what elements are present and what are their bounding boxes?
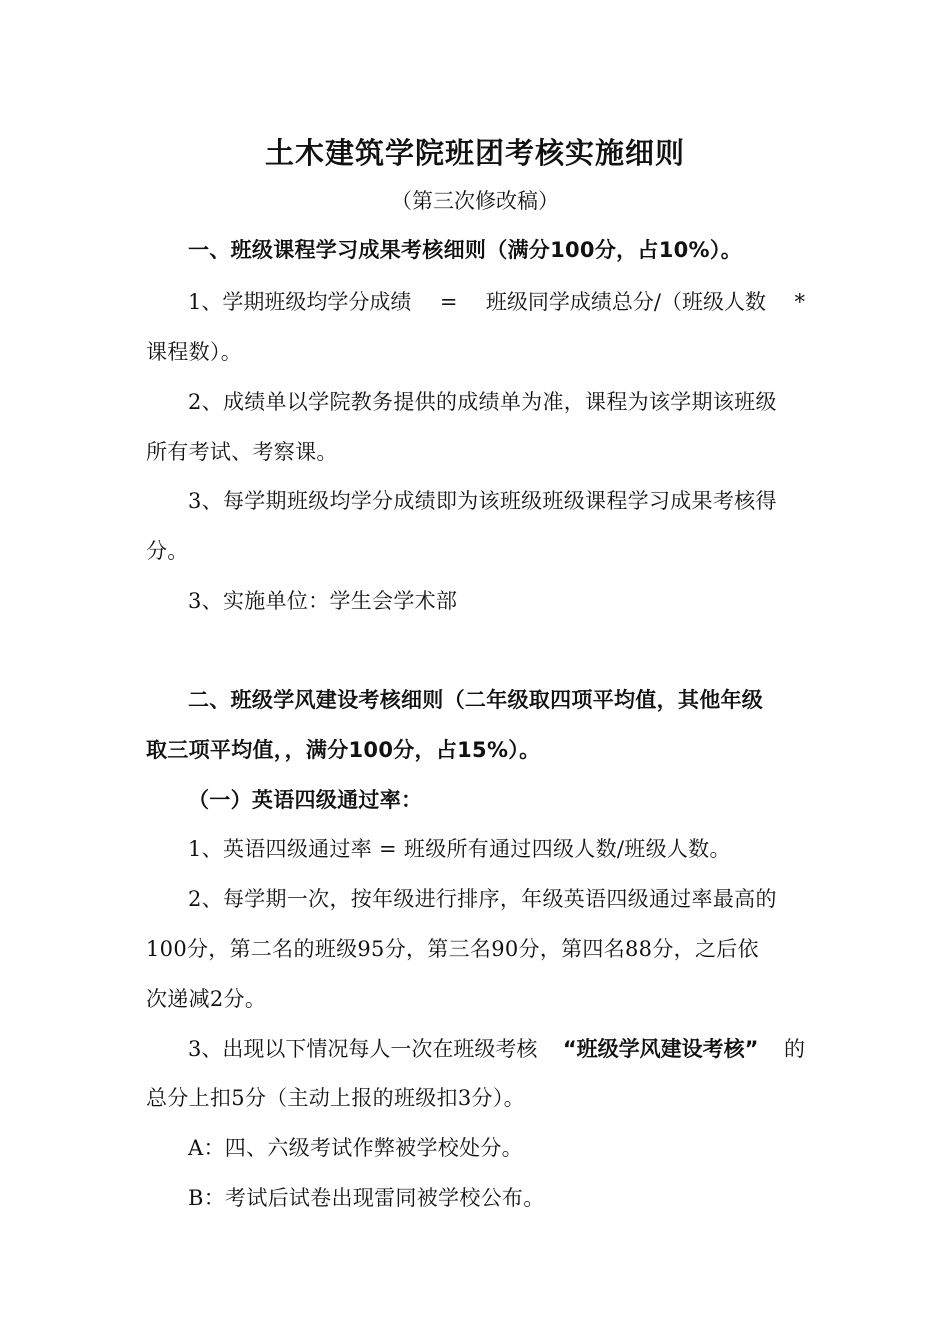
section1-item2-line1: 2、成绩单以学院教务提供的成绩单为准，课程为该学期该班级 bbox=[188, 390, 777, 414]
section2-heading-line1: 二、班级学风建设考核细则（二年级取四项平均值，其他年级 bbox=[188, 688, 764, 712]
section2-item3-part-b: “班级学风建设考核” bbox=[562, 1037, 759, 1061]
section1-item3-line1: 3、每学期班级均学分成绩即为该班级班级课程学习成果考核得 bbox=[188, 489, 777, 513]
section1-item2-line2: 所有考试、考察课。 bbox=[146, 440, 338, 464]
section1-item1-part-d: * bbox=[794, 290, 805, 314]
section2-item3-part-c: 的 bbox=[784, 1037, 805, 1061]
section2-item3-line2: 总分上扣5分（主动上报的班级扣3分）。 bbox=[146, 1086, 525, 1110]
section2-item-b: B：考试后试卷出现雷同被学校公布。 bbox=[188, 1186, 545, 1210]
section2-item3-part-a: 3、出现以下情况每人一次在班级考核 bbox=[188, 1037, 538, 1061]
section1-item1-line2: 课程数）。 bbox=[146, 340, 242, 364]
section2-item2-line1: 2、每学期一次，按年级进行排序，年级英语四级通过率最高的 bbox=[188, 887, 777, 911]
section2-subheading-1: （一）英语四级通过率： bbox=[188, 788, 423, 812]
section1-item3-line2: 分。 bbox=[146, 539, 189, 563]
section1-item1-part-a: 1、学期班级均学分成绩 bbox=[188, 290, 412, 314]
section1-item1-part-b: = bbox=[439, 290, 458, 314]
section1-item1-part-c: 班级同学成绩总分/（班级人数 bbox=[485, 290, 766, 314]
section1-item1-line1 bbox=[188, 287, 805, 317]
section1-item4: 3、实施单位：学生会学术部 bbox=[188, 589, 458, 613]
section2-item-a: A：四、六级考试作弊被学校处分。 bbox=[188, 1136, 523, 1160]
document-title: 土木建筑学院班团考核实施细则 bbox=[264, 136, 685, 170]
section2-heading-line2: 取三项平均值，，满分100分，占15%）。 bbox=[146, 738, 541, 762]
section2-item1: 1、英语四级通过率 = 班级所有通过四级人数/班级人数。 bbox=[188, 837, 731, 861]
section2-item2-line3: 次递减2分。 bbox=[146, 987, 267, 1011]
section2-item2-line2: 100分，第二名的班级95分，第三名90分，第四名88分，之后依 bbox=[146, 937, 759, 961]
section2-item3-line1 bbox=[188, 1034, 805, 1064]
document-subtitle: （第三次修改稿） bbox=[391, 189, 559, 213]
section1-heading: 一、班级课程学习成果考核细则（满分100分，占10%）。 bbox=[188, 238, 742, 262]
